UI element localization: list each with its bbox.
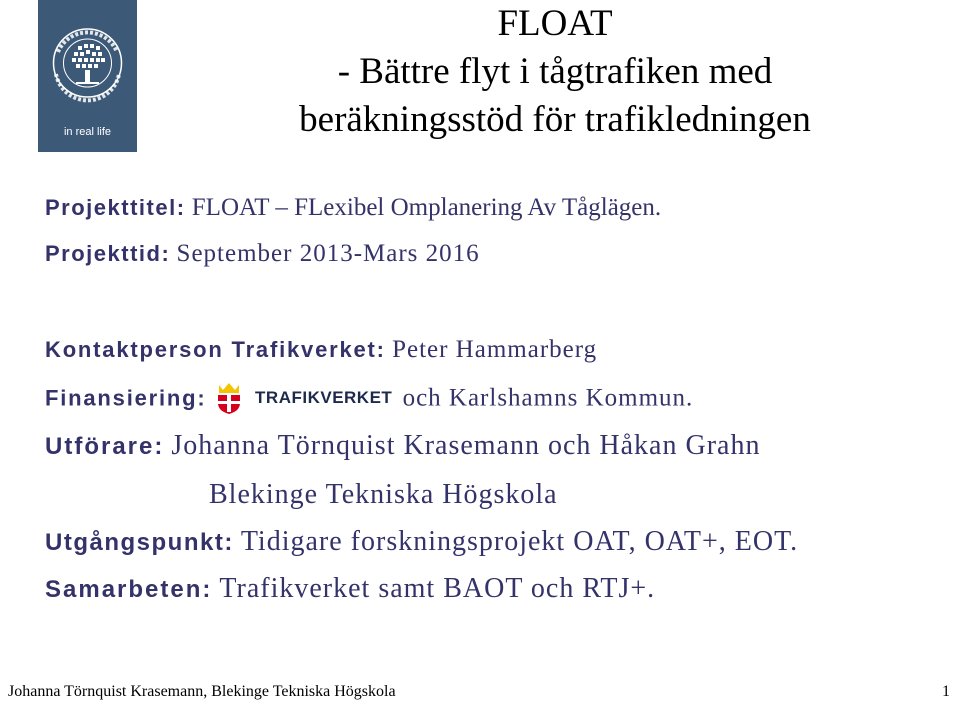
field-label: Utförare:: [45, 433, 165, 460]
page-title: [160, 0, 950, 144]
field-samarbeten: [45, 573, 655, 605]
title-line-1: FLOAT: [497, 3, 613, 44]
bth-logo: [38, 0, 137, 152]
field-value: Trafikverket samt BAOT och RTJ+.: [219, 573, 656, 604]
page-number: 1: [942, 683, 950, 700]
field-label: Utgångspunkt:: [45, 529, 234, 556]
field-projekttid: [45, 240, 480, 268]
field-value: Tidigare forskningsprojekt OAT, OAT+, EOT.: [240, 526, 799, 557]
title-line-3: beräkningsstöd för trafikledningen: [299, 99, 811, 140]
field-value: Peter Hammarberg: [392, 336, 598, 363]
field-kontaktperson: [45, 336, 597, 364]
field-label: Finansiering:: [45, 385, 207, 411]
trafikverket-logo: [215, 381, 393, 415]
field-utgangspunkt: [45, 526, 798, 558]
field-utforare: [45, 430, 760, 462]
field-label: Projekttid:: [45, 241, 171, 266]
logo-tagline: in real life: [63, 126, 112, 138]
trafikverket-wordmark: TRAFIKVERKET: [255, 388, 393, 407]
footer-author: Johanna Törnquist Krasemann, Blekinge Tekniska Högskola: [8, 683, 396, 700]
field-projekttitel: [45, 194, 661, 222]
field-value: September 2013-Mars 2016: [176, 240, 480, 267]
trafikverket-crown-icon: [215, 381, 243, 415]
field-value: Johanna Törnquist Krasemann och Håkan Grahn: [171, 430, 761, 461]
field-value: Blekinge Tekniska Högskola: [209, 479, 558, 510]
field-label: Kontaktperson Trafikverket:: [45, 337, 386, 362]
field-label: Samarbeten:: [45, 576, 213, 603]
title-line-2: - Bättre flyt i tågtrafiken med: [337, 51, 773, 92]
field-utforare-institution: [209, 479, 558, 511]
field-label: Projekttitel:: [45, 195, 186, 220]
field-value: och Karlshamns Kommun.: [402, 384, 694, 412]
field-value: FLOAT – FLexibel Omplanering Av Tåglägen.: [191, 194, 662, 221]
field-finansiering: [45, 381, 693, 419]
